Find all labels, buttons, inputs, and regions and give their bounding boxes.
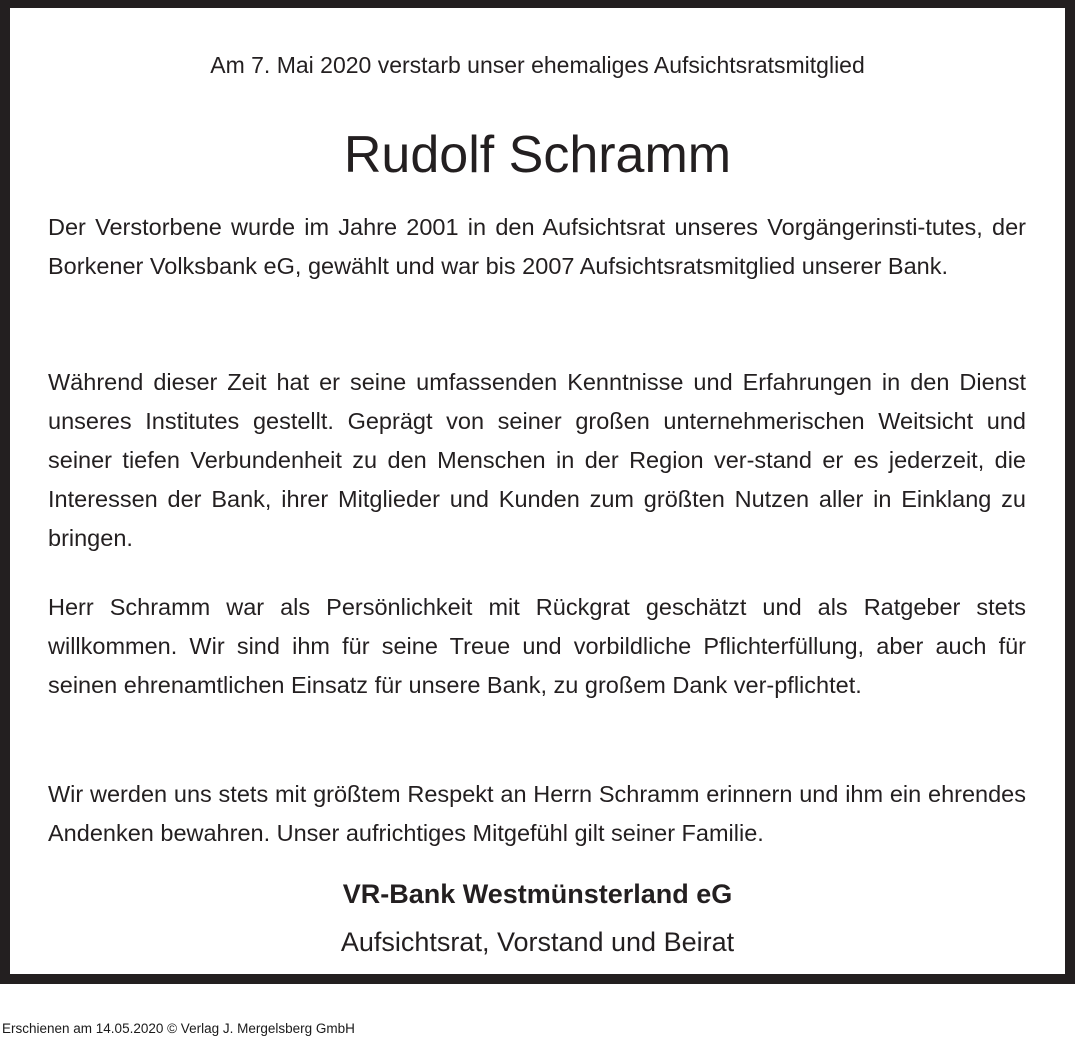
organization-name: VR-Bank Westmünsterland eG — [342, 879, 733, 909]
paragraph-4: Wir werden uns stets mit größtem Respekt an Herrn Schramm erinnern und ihm ein ehrendes Andenken bewahren. Unser aufrichtiges Mitgefühl gilt seiner Familie. — [48, 781, 1026, 846]
paragraph-3: Herr Schramm war als Persönlichkeit mit Rückgrat geschätzt und als Ratgeber stets willkommen. Wir sind ihm für seine Treue und vorbildliche Pflichterfüllung, aber auch für seinen ehrenamtlichen Einsatz für unsere Bank, zu großem Dank ver-pflichtet. — [48, 594, 1026, 698]
paragraph-1: Der Verstorbene wurde im Jahre 2001 in den Aufsichtsrat unseres Vorgängerinsti-tutes, der Borkener Volksbank eG, gewählt und war bis 2007 Aufsichtsratsmitglied unserer Bank. — [48, 214, 1026, 279]
publication-footer: Erschienen am 14.05.2020 © Verlag J. Mergelsberg GmbH — [2, 1021, 355, 1036]
intro-line: Am 7. Mai 2020 verstarb unser ehemaliges Aufsichtsratsmitglied — [210, 52, 865, 78]
deceased-name: Rudolf Schramm — [343, 126, 732, 184]
paragraph-2: Während dieser Zeit hat er seine umfassenden Kenntnisse und Erfahrungen in den Dienst unseres Institutes gestellt. Geprägt von seiner großen unternehmerischen Weitsicht und seiner tiefen Verbundenheit zu den Menschen in der Region ver-stand er es jederzeit, die Interessen der Bank, ihrer Mitglieder und Kunden zum größten Nutzen aller in Einklang zu bringen. — [48, 369, 1026, 551]
organization-subtitle: Aufsichtsrat, Vorstand und Beirat — [340, 927, 735, 957]
